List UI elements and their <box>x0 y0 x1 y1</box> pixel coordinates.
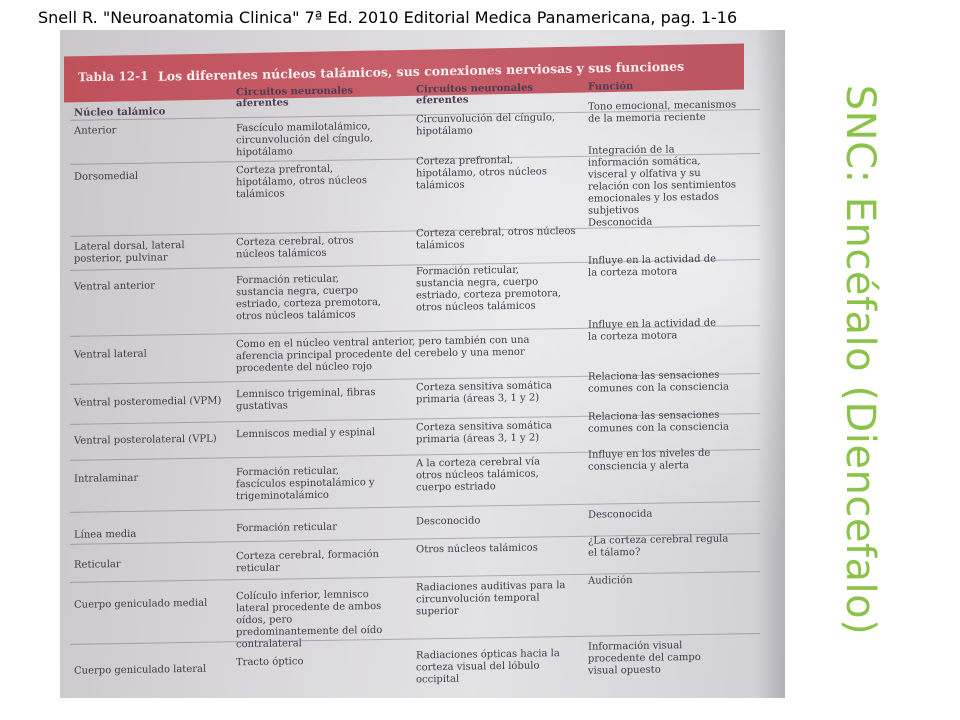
row-vpm-function: Relaciona las sensaciones comunes con la consciencia <box>588 369 729 395</box>
row-anterior-efferent: Circunvolución del cíngulo, hipotálamo <box>416 112 556 138</box>
row-reticular-nucleus: Reticular <box>74 559 121 571</box>
row-lateral-geniculate-afferent: Tracto óptico <box>236 656 304 669</box>
row-midline-nucleus: Línea media <box>74 528 137 541</box>
row-lateral-function: Desconocida <box>588 216 653 229</box>
row-ventral-lateral-afferent: Como en el núcleo ventral anterior, pero también con una aferencia principal procedente del cerebelo y una menor procedente del núcleo rojo <box>236 334 530 375</box>
row-anterior-afferent: Fascículo mamilotalámico, circunvolución del cíngulo, hipotálamo <box>236 121 373 159</box>
row-ventral-anterior-afferent: Formación reticular, sustancia negra, cuerpo estriado, corteza premotora, otros núcleos talámicos <box>236 273 382 323</box>
row-vpl-nucleus: Ventral posterolateral (VPL) <box>74 433 217 447</box>
row-vpm-nucleus: Ventral posteromedial (VPM) <box>74 395 222 409</box>
row-ventral-lateral-function: Influye en la actividad de la corteza motora <box>588 317 717 343</box>
row-dorsomedial-afferent: Corteza prefrontal, hipotálamo, otros núcleos talámicos <box>236 163 367 201</box>
row-vpm-efferent: Corteza sensitiva somática primaria (áreas 3, 1 y 2) <box>416 380 553 406</box>
row-lateral-geniculate-nucleus: Cuerpo geniculado lateral <box>74 663 207 677</box>
header-afferent: Circuitos neuronales aferentes <box>236 85 353 110</box>
row-dorsomedial-nucleus: Dorsomedial <box>74 170 139 183</box>
row-medial-geniculate-nucleus: Cuerpo geniculado medial <box>74 597 208 611</box>
row-ventral-anterior-efferent: Formación reticular, sustancia negra, cuerpo estriado, corteza premotora, otros núcleos talámicos <box>416 264 562 314</box>
header-efferent: Circuitos neuronales eferentes <box>416 82 533 107</box>
row-vpl-afferent: Lemniscos medial y espinal <box>236 427 376 441</box>
row-midline-afferent: Formación reticular <box>236 521 337 535</box>
row-intralaminar-function: Influye en los niveles de consciencia y alerta <box>588 447 711 473</box>
row-vpl-efferent: Corteza sensitiva somática primaria (áreas 3, 1 y 2) <box>416 420 553 446</box>
row-medial-geniculate-afferent: Colículo inferior, lemnisco lateral procedente de ambos oídos, pero predominantemente del oído contralateral <box>236 589 383 651</box>
row-medial-geniculate-efferent: Radiaciones auditivas para la circunvolución temporal superior <box>416 580 566 618</box>
row-dorsomedial-efferent: Corteza prefrontal, hipotálamo, otros núcleos talámicos <box>416 154 547 192</box>
side-title: SNC: Encéfalo (Diencefalo) <box>837 84 883 636</box>
row-anterior-nucleus: Anterior <box>74 125 117 137</box>
row-dorsomedial-function: Integración de la información somática, visceral y olfativa y su relación con los sentimientos emocionales y los estados subjetivos <box>588 144 736 217</box>
row-vpl-function: Relaciona las sensaciones comunes con la consciencia <box>588 409 729 435</box>
row-reticular-efferent: Otros núcleos talámicos <box>416 542 538 556</box>
citation: Snell R. "Neuroanatomia Clinica" 7ª Ed. 2010 Editorial Medica Panamericana, pag. 1-16 <box>38 8 738 27</box>
row-ventral-lateral-nucleus: Ventral lateral <box>74 348 147 361</box>
table-label: Tabla 12-1 <box>78 68 149 85</box>
row-intralaminar-nucleus: Intralaminar <box>74 472 139 485</box>
header-nucleus: Núcleo talámico <box>74 106 166 119</box>
table-title: Los diferentes núcleos talámicos, sus conexiones nerviosas y sus funciones <box>158 58 685 84</box>
row-lateral-geniculate-efferent: Radiaciones ópticas hacia la corteza visual del lóbulo occipital <box>416 648 560 686</box>
row-vpm-afferent: Lemnisco trigeminal, fibras gustativas <box>236 387 376 413</box>
row-lateral-nucleus: Lateral dorsal, lateral posterior, pulvinar <box>74 240 185 265</box>
row-reticular-afferent: Corteza cerebral, formación reticular <box>236 548 379 575</box>
row-ventral-anterior-function: Influye en la actividad de la corteza motora <box>588 253 717 279</box>
row-medial-geniculate-function: Audición <box>588 575 633 587</box>
thalamic-nuclei-table <box>60 30 785 698</box>
row-lateral-afferent: Corteza cerebral, otros núcleos talámicos <box>236 235 354 261</box>
row-midline-efferent: Desconocido <box>416 515 481 528</box>
row-anterior-function: Tono emocional, mecanismos de la memoria reciente <box>588 99 737 125</box>
row-midline-function: Desconocida <box>588 508 653 521</box>
row-intralaminar-afferent: Formación reticular, fascículos espinotalámico y trigeminotalámico <box>236 465 375 503</box>
row-reticular-function: ¿La corteza cerebral regula el tálamo? <box>588 533 729 559</box>
page-edge-shadow <box>755 30 785 698</box>
row-intralaminar-efferent: A la corteza cerebral vía otros núcleos talámicos, cuerpo estriado <box>416 456 541 494</box>
textbook-table-photo <box>60 30 785 698</box>
row-lateral-geniculate-function: Información visual procedente del campo visual opuesto <box>588 640 701 677</box>
row-ventral-anterior-nucleus: Ventral anterior <box>74 280 155 293</box>
row-lateral-efferent: Corteza cerebral, otros núcleos talámicos <box>416 225 576 252</box>
header-function: Función <box>588 80 634 93</box>
